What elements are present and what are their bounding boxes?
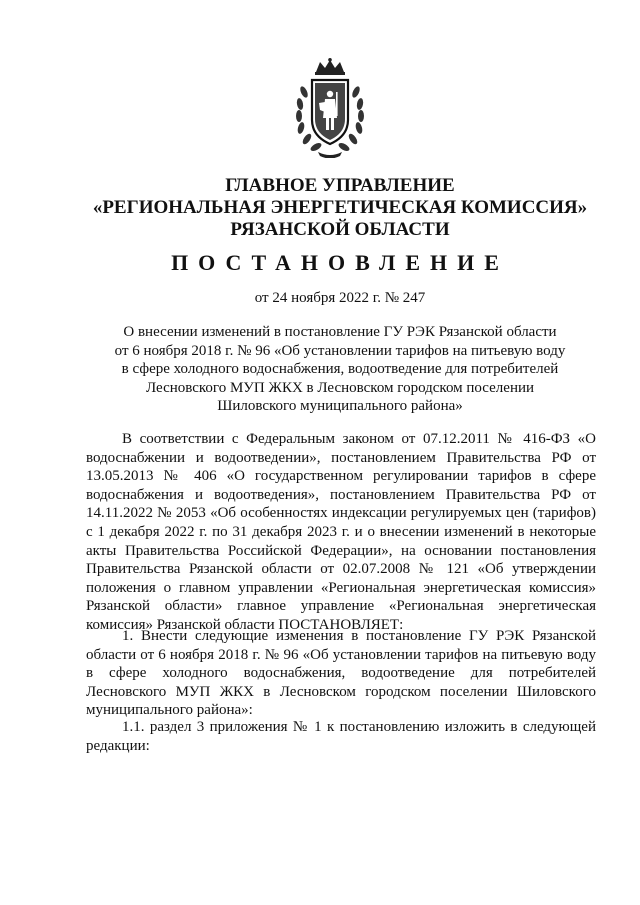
item-1-1-paragraph: 1.1. раздел 3 приложения № 1 к постановлению изложить в следующей редакции: [86, 719, 596, 754]
subject-line: Лесновского МУП ЖКХ в Лесновском городском поселении [145, 379, 535, 396]
coat-of-arms-icon [294, 58, 366, 158]
subject-line: от 6 ноября 2018 г. № 96 «Об установлении тарифов на питьевую воду [114, 342, 566, 359]
subject-line: Шиловского муниципального района» [217, 398, 463, 414]
document-subject [40, 323, 640, 416]
item-1-paragraph: 1. Внести следующие изменения в постановление ГУ РЭК Рязанской области от 6 ноября 2018 г. № 96 «Об установлении тарифов на питьевую воду в сфере холодного водоснабжения, водоотведение для потребителей Лесновского МУП ЖКХ в Лесновском городском поселении Шиловского муниципального района»: [86, 628, 596, 719]
org-name-line-1: ГЛАВНОЕ УПРАВЛЕНИЕ [225, 175, 455, 196]
document-type-title: ПОСТАНОВЛЕНИЕ [171, 250, 509, 275]
preamble-paragraph: В соответствии с Федеральным законом от 07.12.2011 № 416-ФЗ «О водоснабжении и водоотведении», постановлением Правительства РФ от 13.05.2013 № 406 «О государственном регулировании тарифов в сфере водоснабжения и водоотведения», постановлением Правительства РФ от 14.11.2022 № 2053 «Об особенностях индексации регулируемых цен (тарифов) с 1 декабря 2022 г. по 31 декабря 2023 г. и о внесении изменений в некоторые акты Правительства Российской Федерации», на основании постановления Правительства Рязанской области от 02.07.2008 № 121 «Об утверждении положения о главном управлении «Региональная энергетическая комиссия» Рязанской области» главное управление «Региональная энергетическая комиссия» Рязанской области ПОСТАНОВЛЯЕТ: [86, 431, 596, 633]
org-name-line-3: РЯЗАНСКОЙ ОБЛАСТИ [230, 219, 450, 240]
org-name-line-2: «РЕГИОНАЛЬНАЯ ЭНЕРГЕТИЧЕСКАЯ КОМИССИЯ» [92, 197, 588, 218]
document-date-number: от 24 ноября 2022 г. № 247 [254, 290, 426, 306]
subject-line: в сфере холодного водоснабжения, водоотведение для потребителей [121, 361, 559, 377]
subject-line: О внесении изменений в постановление ГУ РЭК Рязанской области [123, 324, 557, 340]
